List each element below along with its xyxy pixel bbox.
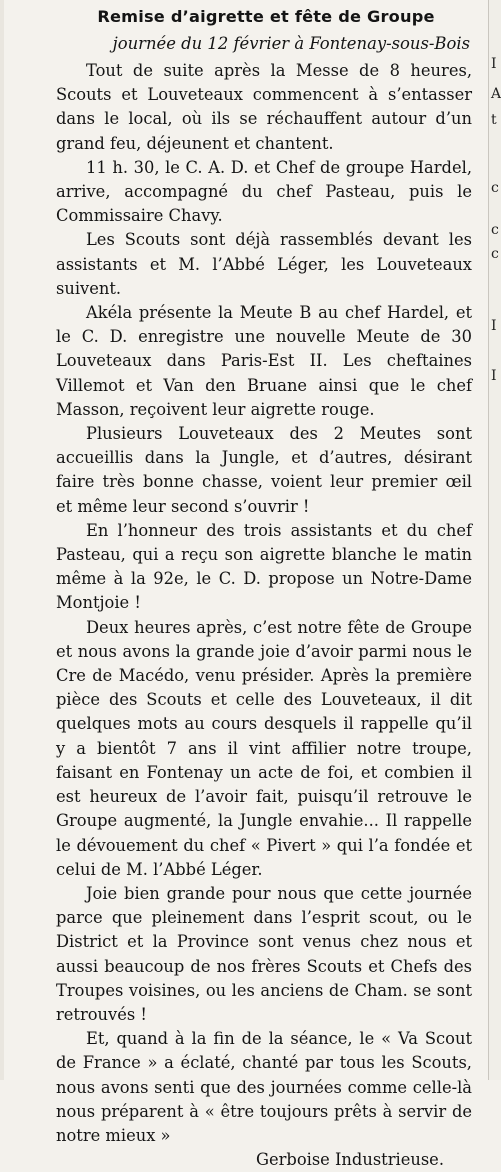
neighbor-column-mark: I xyxy=(491,318,497,334)
article-paragraph-7: Deux heures après, c’est notre fête de Groupe et nous avons la grande joie d’avoir parmi nous le Cre de Macédo, venu présider. Après la première pièce des Scouts et celle des Louveteaux, il dit quelques mots au cours desquels il rappelle qu’il y a bientôt 7 ans il vint affilier notre troupe, faisant en Fontenay un acte de foi, et combien il est heureux de l’avoir fait, puisqu’il retrouve le Groupe augmenté, la Jungle envahie... Il rappelle le dévouement du chef « Pivert » qui l’a fondée et celui de M. l’Abbé Léger. xyxy=(56,617,472,879)
neighbor-column-edge xyxy=(488,0,501,1080)
neighbor-column-mark: I xyxy=(491,368,497,384)
article-signature: Gerboise Industrieuse. xyxy=(255,1150,444,1170)
article-title: Remise d’aigrette et fête de Groupe xyxy=(97,7,435,26)
article-paragraph-4: Akéla présente la Meute B au chef Hardel, et le C. D. enregistre une nouvelle Meute de 30 Louveteaux dans Paris-Est II. Les cheftaines Villemot et Van den Bruane ainsi que le chef Masson, reçoivent leur aigrette rouge. xyxy=(56,303,472,419)
article-column xyxy=(56,6,472,1172)
article-paragraph-3: Les Scouts sont déjà rassemblés devant les assistants et M. l’Abbé Léger, les Louveteaux suivent. xyxy=(56,230,472,298)
neighbor-column-mark: t xyxy=(491,112,497,128)
article-subtitle: journée du 12 février à Fontenay-sous-Bois xyxy=(112,34,470,53)
article-paragraph-1: Tout de suite après la Messe de 8 heures, Scouts et Louveteaux commencent à s’entasser dans le local, où ils se réchauffent autour d’un grand feu, déjeunent et chantent. xyxy=(56,61,472,153)
neighbor-column-mark: I xyxy=(491,56,497,72)
article-paragraph-8: Joie bien grande pour nous que cette journée parce que pleinement dans l’esprit scout, ou le District et la Province sont venus chez nous et aussi beaucoup de nos frères Scouts et Chefs des Troupes voisines, ou les anciens de Cham. se sont retrouvés ! xyxy=(56,883,472,1024)
neighbor-column-mark: c xyxy=(491,180,499,196)
article-paragraph-2: 11 h. 30, le C. A. D. et Chef de groupe Hardel, arrive, accompagné du chef Pasteau, puis le Commissaire Chavy. xyxy=(56,157,472,226)
page-margin xyxy=(0,0,4,1080)
article-paragraph-6: En l’honneur des trois assistants et du chef Pasteau, qui a reçu son aigrette blanche le matin même à la 92e, le C. D. propose un Notre-Dame Montjoie ! xyxy=(56,520,472,613)
neighbor-column-mark: A xyxy=(491,86,501,102)
article-paragraph-5: Plusieurs Louveteaux des 2 Meutes sont accueillis dans la Jungle, et d’autres, désirant faire très bonne chasse, voient leur premier œil et même leur second s’ouvrir ! xyxy=(56,424,472,516)
neighbor-column-mark: c xyxy=(491,222,499,238)
neighbor-column-mark: c xyxy=(491,246,499,262)
article-paragraph-9: Et, quand à la fin de la séance, le « Va Scout de France » a éclaté, chanté par tous les Scouts, nous avons senti que des journées comme celle-là nous préparent à « être toujours prêts à servir de notre mieux » xyxy=(56,1029,472,1145)
